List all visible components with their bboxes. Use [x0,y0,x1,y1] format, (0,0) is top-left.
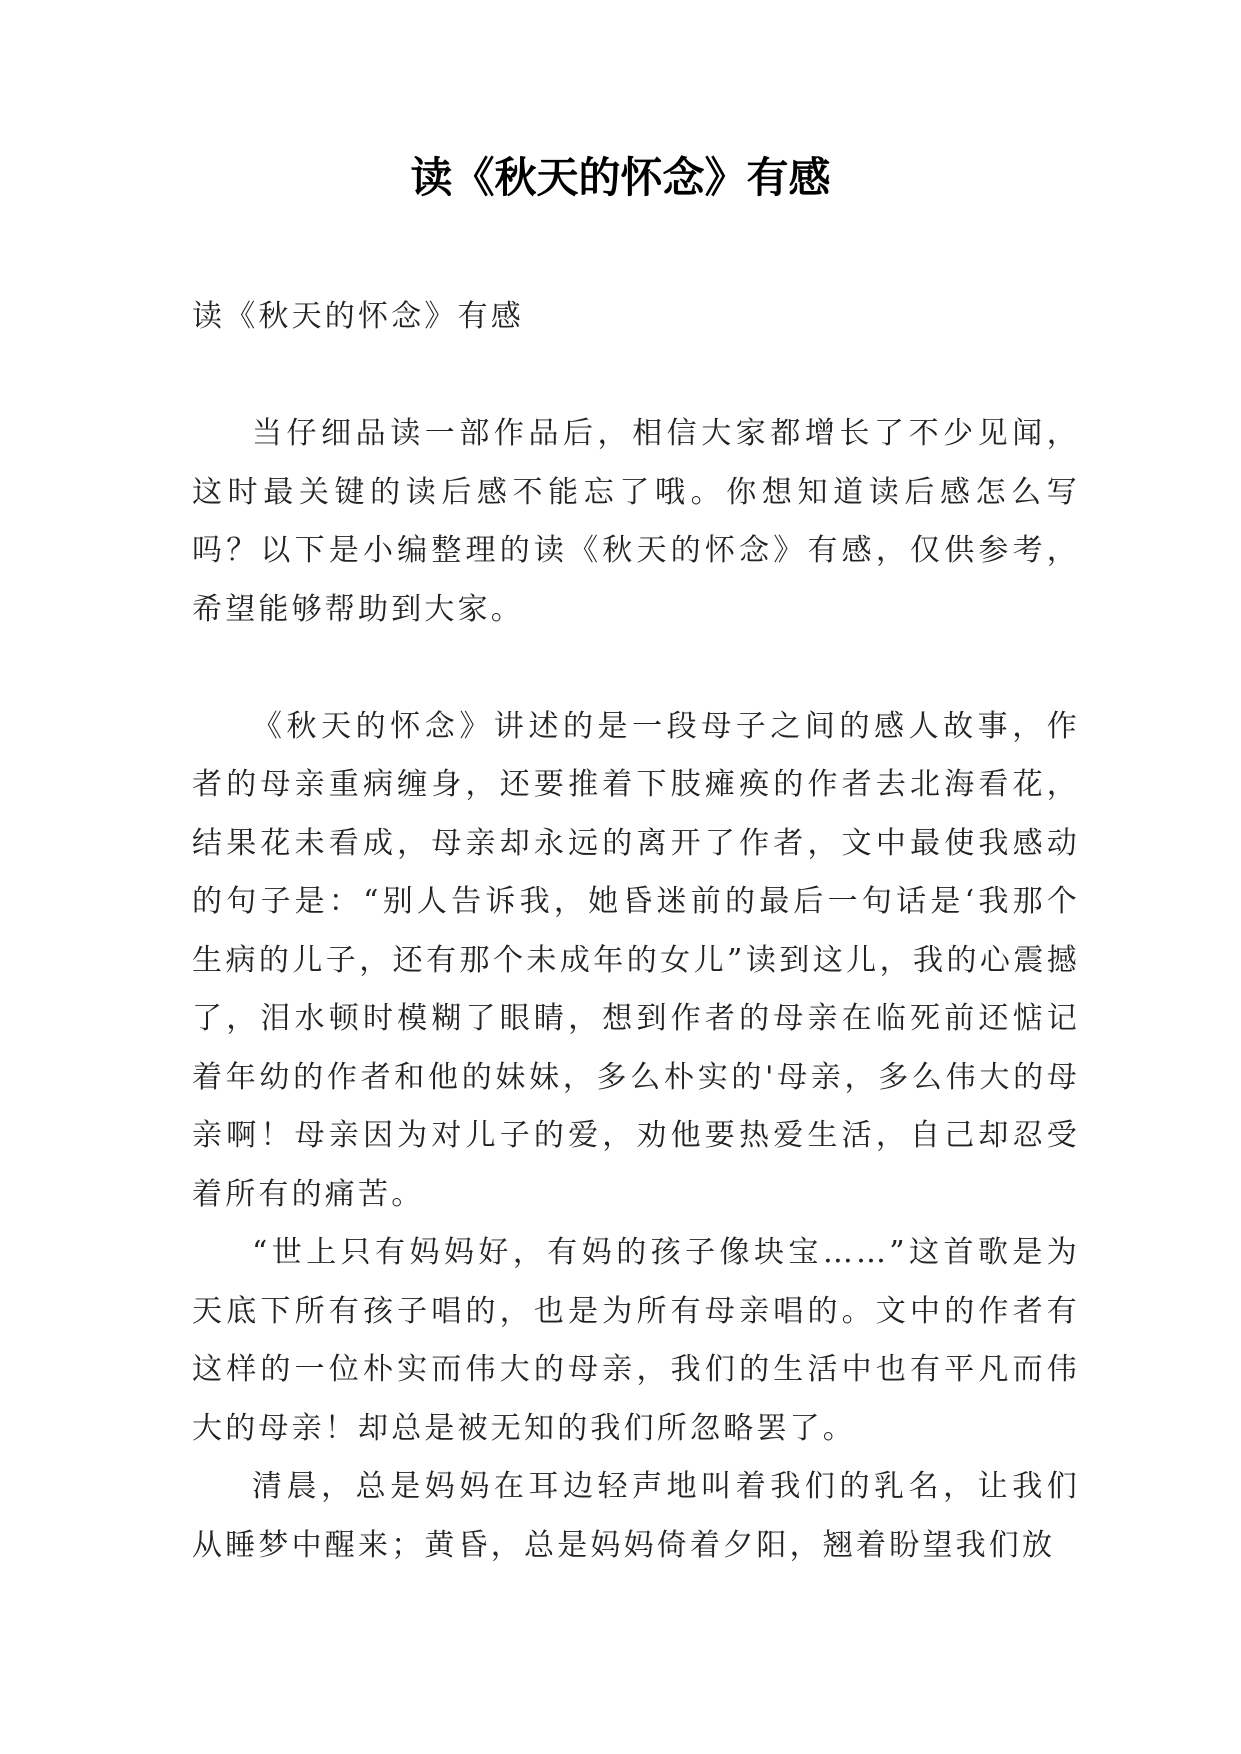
paragraph-morning: 清晨，总是妈妈在耳边轻声地叫着我们的乳名，让我们从睡梦中醒来；黄昏，总是妈妈倚着夕阳，翘着盼望我们放 [192,1469,1080,1563]
document-body [192,288,1080,1575]
paragraph-story: 《秋天的怀念》讲述的是一段母子之间的感人故事，作者的母亲重病缠身，还要推着下肢瘫痪的作者去北海看花，结果花未看成，母亲却永远的离开了作者，文中最使我感动的句子是：“别人告诉我，她昏迷前的最后一句话是‘我那个生病的儿子，还有那个未成年的女儿”读到这儿，我的心震撼了，泪水顿时模糊了眼睛，想到作者的母亲在临死前还惦记着年幼的作者和他的妹妹，多么朴实的'母亲，多么伟大的母亲啊！母亲因为对儿子的爱，劝他要热爱生活，自己却忍受着所有的痛苦。 [192,708,1080,1212]
paragraph-song: “世上只有妈妈好，有妈的孩子像块宝……”这首歌是为天底下所有孩子唱的，也是为所有母亲唱的。文中的作者有这样的一位朴实而伟大的母亲，我们的生活中也有平凡而伟大的母亲！却总是被无知的我们所忽略罢了。 [192,1235,1080,1446]
document-subtitle: 读《秋天的怀念》有感 [192,299,524,334]
document-title: 读《秋天的怀念》有感 [410,153,831,202]
paragraph-intro: 当仔细品读一部作品后，相信大家都增长了不少见闻，这时最关键的读后感不能忘了哦。你想知道读后感怎么写吗？以下是小编整理的读《秋天的怀念》有感，仅供参考，希望能够帮助到大家。 [192,416,1080,627]
